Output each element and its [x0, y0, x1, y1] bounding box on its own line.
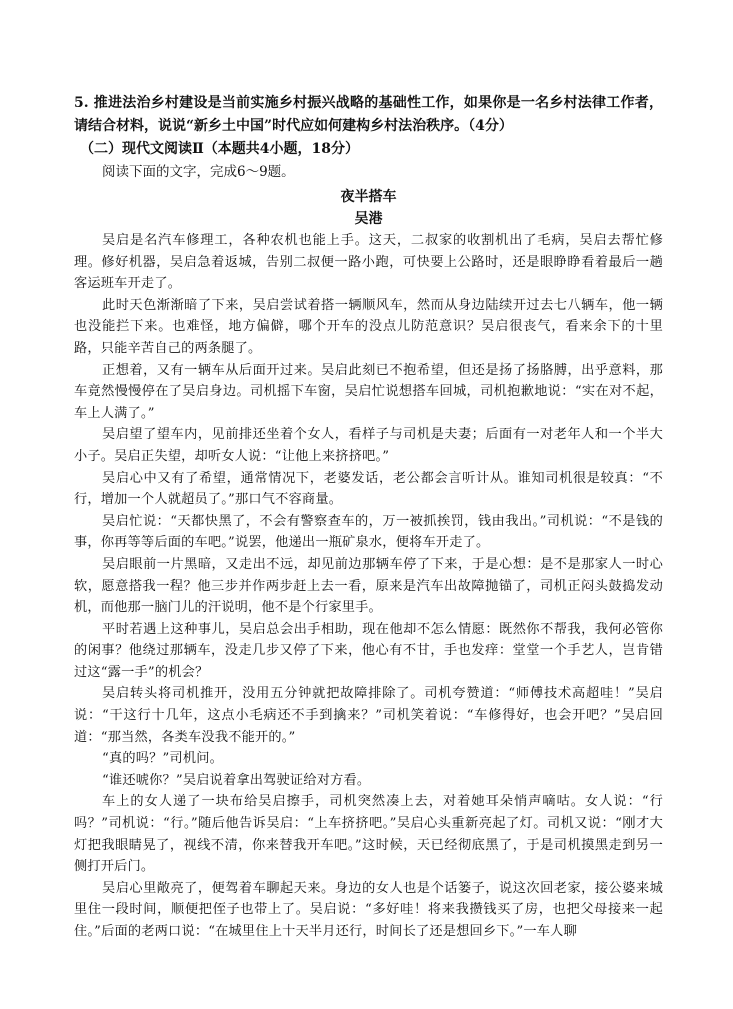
- reading-instruction: 阅读下面的文字，完成6～9题。: [102, 164, 295, 180]
- paragraph: 吴启忙说：“天都快黑了，不会有警察查车的，万一被抓挨罚，钱由我出。”司机说：“不是钱的事，你再等等后面的车吧。”说罢，他递出一瓶矿泉水，便将车开走了。: [74, 513, 663, 551]
- paragraph: 车上的女人递了一块布给吴启擦手，司机突然凑上去，对着她耳朵悄声嘀咕。女人说：“行吗？”司机说：“行。”随后他告诉吴启：“上车挤挤吧。”吴启心头重新亮起了灯。司机又说：“刚才大灯把我眼睛晃了，视线不清，你来替我开车吧。”这时候，天已经彻底黑了，于是司机摸黑走到另一侧打开后门。: [74, 794, 663, 875]
- story-author: 吴港: [354, 211, 383, 227]
- story-title: 夜半搭车: [340, 189, 397, 205]
- paragraph: “真的吗？”司机问。: [102, 751, 223, 767]
- paragraph: 吴启心中又有了希望，通常情况下，老婆发话，老公都会言听计从。谁知司机很是较真：“不行，增加一个人就超员了。”那口气不容商量。: [74, 470, 663, 508]
- paragraph: 吴启眼前一片黑暗，又走出不远，却见前边那辆车停了下来，于是心想：是不是那家人一时心软，愿意搭我一程？他三步并作两步赶上去一看，原来是汽车出故障抛锚了，司机正闷头鼓捣发动机，而他那一脑门儿的汗说明，他不是个行家里手。: [74, 556, 663, 616]
- paragraph: 吴启是名汽车修理工，各种农机也能上手。这天，二叔家的收割机出了毛病，吴启去帮忙修理。修好机器，吴启急着返城，告别二叔便一路小跑，可快要上公路时，还是眼睁睁看着最后一趟客运班车开走了。: [74, 233, 663, 292]
- question-5: 5. 推进法治乡村建设是当前实施乡村振兴战略的基础性工作，如果你是一名乡村法律工作者，请结合材料，说说“新乡土中国”时代应如何建构乡村法治秩序。（4分）: [74, 95, 663, 134]
- paragraph: “谁还唬你？”吴启说着拿出驾驶证给对方看。: [102, 772, 371, 788]
- section-heading: （二）现代文阅读Ⅱ（本题共4小题，18分）: [80, 141, 360, 157]
- paragraph: 吴启转头将司机推开，没用五分钟就把故障排除了。司机夸赞道：“师傅技术高超哇！”吴启说：“干这行十几年，这点小毛病还不手到擒来？”司机笑着说：“车修得好，也会开吧？”吴启回道：“那当然，各类车没我不能开的。”: [74, 686, 663, 745]
- paragraph: 吴启望了望车内，见前排还坐着个女人，看样子与司机是夫妻；后面有一对老年人和一个半大小子。吴启正失望，却听女人说：“让他上来挤挤吧。”: [74, 427, 663, 464]
- paragraph: 此时天色渐渐暗了下来，吴启尝试着搭一辆顺风车，然而从身边陆续开过去七八辆车，他一辆也没能拦下来。也难怪，地方偏僻，哪个开车的没点儿防范意识？吴启很丧气，看来余下的十里路，只能辛苦自己的两条腿了。: [74, 297, 663, 356]
- story-body: [74, 230, 663, 943]
- paragraph: 平时若遇上这种事儿，吴启总会出手相助，现在他却不怎么情愿：既然你不帮我，我何必管你的闲事？他绕过那辆车，没走几步又停了下来，他心有不甘，手也发痒：堂堂一个手艺人，岂肯错过这“露一手”的机会？: [74, 621, 663, 680]
- paragraph: 正想着，又有一辆车从后面开过来。吴启此刻已不抱希望，但还是扬了扬胳膊，出乎意料，那车竟然慢慢停在了吴启身边。司机摇下车窗，吴启忙说想搭车回城，司机抱歉地说：“实在对不起，车上人满了。”: [74, 362, 663, 421]
- paragraph: 吴启心里敞亮了，便驾着车聊起天来。身边的女人也是个话篓子，说这次回老家，接公婆来城里住一段时间，顺便把侄子也带上了。吴启说：“多好哇！将来我攒钱买了房，也把父母接来一起住。”后面的老两口说：“在城里住上十天半月还行，时间长了还是想回乡下。”一车人聊: [74, 880, 663, 939]
